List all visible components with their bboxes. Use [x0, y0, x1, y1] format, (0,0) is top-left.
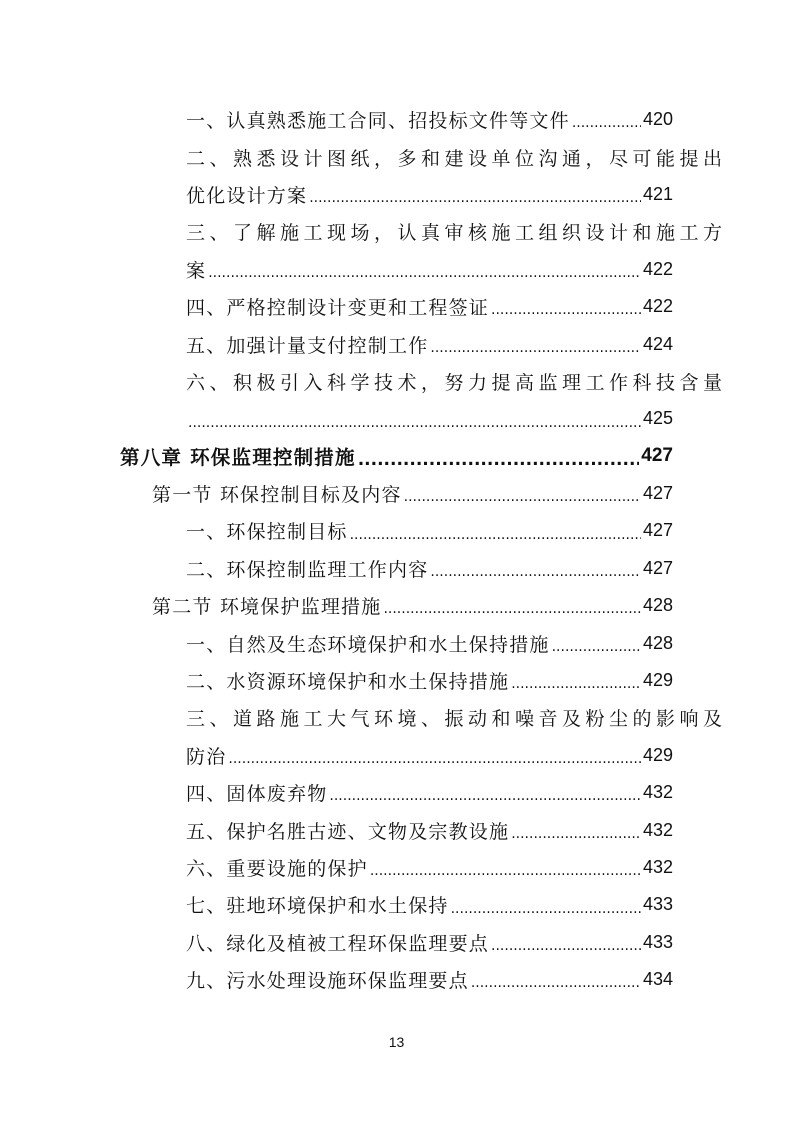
- toc-entry-page: 425: [642, 408, 673, 429]
- toc-entry-page: 424: [642, 333, 673, 354]
- toc-entry-page: 427: [642, 483, 673, 504]
- dot-leader: [404, 491, 641, 512]
- toc-entry-page: 429: [642, 744, 673, 765]
- toc-entry-title: 七、驻地环境保护和水土保持: [186, 895, 449, 918]
- toc-entry[interactable]: [0, 774, 793, 811]
- toc-entry[interactable]: [0, 138, 793, 175]
- toc-entry-page: 432: [642, 782, 673, 803]
- toc-chapter-title: 第八章 环保监理控制措施: [120, 446, 356, 470]
- toc-entry[interactable]: [0, 662, 793, 699]
- toc-entry-continuation[interactable]: [0, 176, 793, 213]
- dot-leader: [383, 603, 641, 624]
- toc-entry-title: 二、熟悉设计图纸，多和建设单位沟通，尽可能提出: [186, 147, 727, 170]
- toc-entry-title: 一、自然及生态环境保护和水土保持措施: [186, 633, 550, 656]
- toc-entry-page: 420: [642, 109, 673, 130]
- dot-leader: [208, 267, 641, 288]
- toc-entry[interactable]: [0, 325, 793, 362]
- dot-leader: [430, 342, 641, 363]
- toc-entry-continuation[interactable]: [0, 400, 793, 437]
- toc-entry-title: 四、固体废弃物: [186, 783, 328, 806]
- toc-entry-page: 422: [642, 296, 673, 317]
- dot-leader: [491, 940, 641, 961]
- dot-leader: [228, 753, 641, 774]
- toc-entry-page: 429: [642, 670, 673, 691]
- toc-entry-page: 427: [642, 520, 673, 541]
- toc-entry-title: 一、认真熟悉施工合同、招投标文件等文件: [186, 110, 570, 133]
- toc-section-title: 第二节 环境保护监理措施: [152, 596, 382, 619]
- toc-entry-continuation[interactable]: [0, 737, 793, 774]
- dot-leader: [430, 566, 641, 587]
- dot-leader: [511, 678, 641, 699]
- toc-entry-page: 428: [642, 595, 673, 616]
- toc-entry-title: 三、道路施工大气环境、振动和噪音及粉尘的影响及: [186, 708, 727, 731]
- toc-entry-title-continuation: 优化设计方案: [186, 184, 308, 207]
- dot-leader: [511, 828, 641, 849]
- toc-entry-title: 四、严格控制设计变更和工程签证: [186, 297, 490, 320]
- toc-entry-page: 428: [642, 632, 673, 653]
- dot-leader: [188, 417, 641, 438]
- toc-entry-page: 422: [642, 258, 673, 279]
- dot-leader: [451, 903, 641, 924]
- toc-entry-title: 六、重要设施的保护: [186, 858, 368, 880]
- dot-leader: [329, 790, 641, 811]
- toc-entry-page: 434: [642, 969, 673, 990]
- toc-entry[interactable]: [0, 961, 793, 998]
- toc-chapter-entry[interactable]: [0, 438, 793, 475]
- toc-entry-continuation[interactable]: [0, 251, 793, 288]
- toc-section-entry[interactable]: [0, 587, 793, 624]
- toc-entry[interactable]: [0, 512, 793, 549]
- toc-entry-page: 433: [642, 931, 673, 952]
- toc-entry-page: 427: [641, 445, 673, 467]
- toc-entry[interactable]: [0, 213, 793, 250]
- toc-entry[interactable]: [0, 624, 793, 661]
- dot-leader: [572, 117, 641, 138]
- page-number: 13: [388, 1034, 405, 1050]
- dot-leader: [358, 454, 640, 475]
- toc-entry[interactable]: [0, 101, 793, 138]
- dot-leader: [370, 865, 641, 886]
- toc-entry[interactable]: [0, 699, 793, 736]
- toc-entry-page: 421: [642, 183, 673, 204]
- toc-entry[interactable]: [0, 924, 793, 961]
- toc-entry[interactable]: [0, 288, 793, 325]
- toc-entry-title: 二、环保控制监理工作内容: [186, 558, 429, 581]
- toc-section-title: 第一节 环保控制目标及内容: [152, 484, 402, 507]
- toc-entry-title: 六、积极引入科学技术，努力提高监理工作科技含量: [186, 371, 727, 394]
- dot-leader: [552, 641, 641, 662]
- toc-entry[interactable]: [0, 886, 793, 923]
- toc-entry-title: 五、加强计量支付控制工作: [186, 334, 429, 357]
- dot-leader: [350, 529, 641, 550]
- toc-entry-title: 五、保护名胜古迹、文物及宗教设施: [186, 820, 510, 843]
- toc-section-entry[interactable]: [0, 475, 793, 512]
- dot-leader: [309, 192, 641, 213]
- toc-entry[interactable]: [0, 811, 793, 848]
- toc-entry[interactable]: [0, 363, 793, 400]
- toc-entry-page: 433: [642, 894, 673, 915]
- toc-entry-title: 一、环保控制目标: [186, 521, 348, 544]
- toc-entry-page: 432: [642, 857, 673, 877]
- toc-entry-title-continuation: 案: [186, 259, 207, 282]
- dot-leader: [491, 304, 641, 325]
- toc-entry[interactable]: [0, 550, 793, 587]
- toc-entry-title-continuation: 防治: [186, 745, 227, 768]
- toc-entry-title: 二、水资源环境保护和水土保持措施: [186, 671, 510, 694]
- toc-entry-title: 三、了解施工现场，认真审核施工组织设计和施工方: [186, 222, 727, 245]
- toc-entry-page: 427: [642, 557, 673, 578]
- dot-leader: [471, 977, 641, 998]
- toc-entry-title: 九、污水处理设施环保监理要点: [186, 970, 469, 993]
- table-of-contents: [0, 101, 793, 998]
- toc-entry-page: 432: [642, 819, 673, 840]
- toc-entry-title: 八、绿化及植被工程环保监理要点: [186, 932, 490, 955]
- toc-entry[interactable]: [0, 849, 793, 886]
